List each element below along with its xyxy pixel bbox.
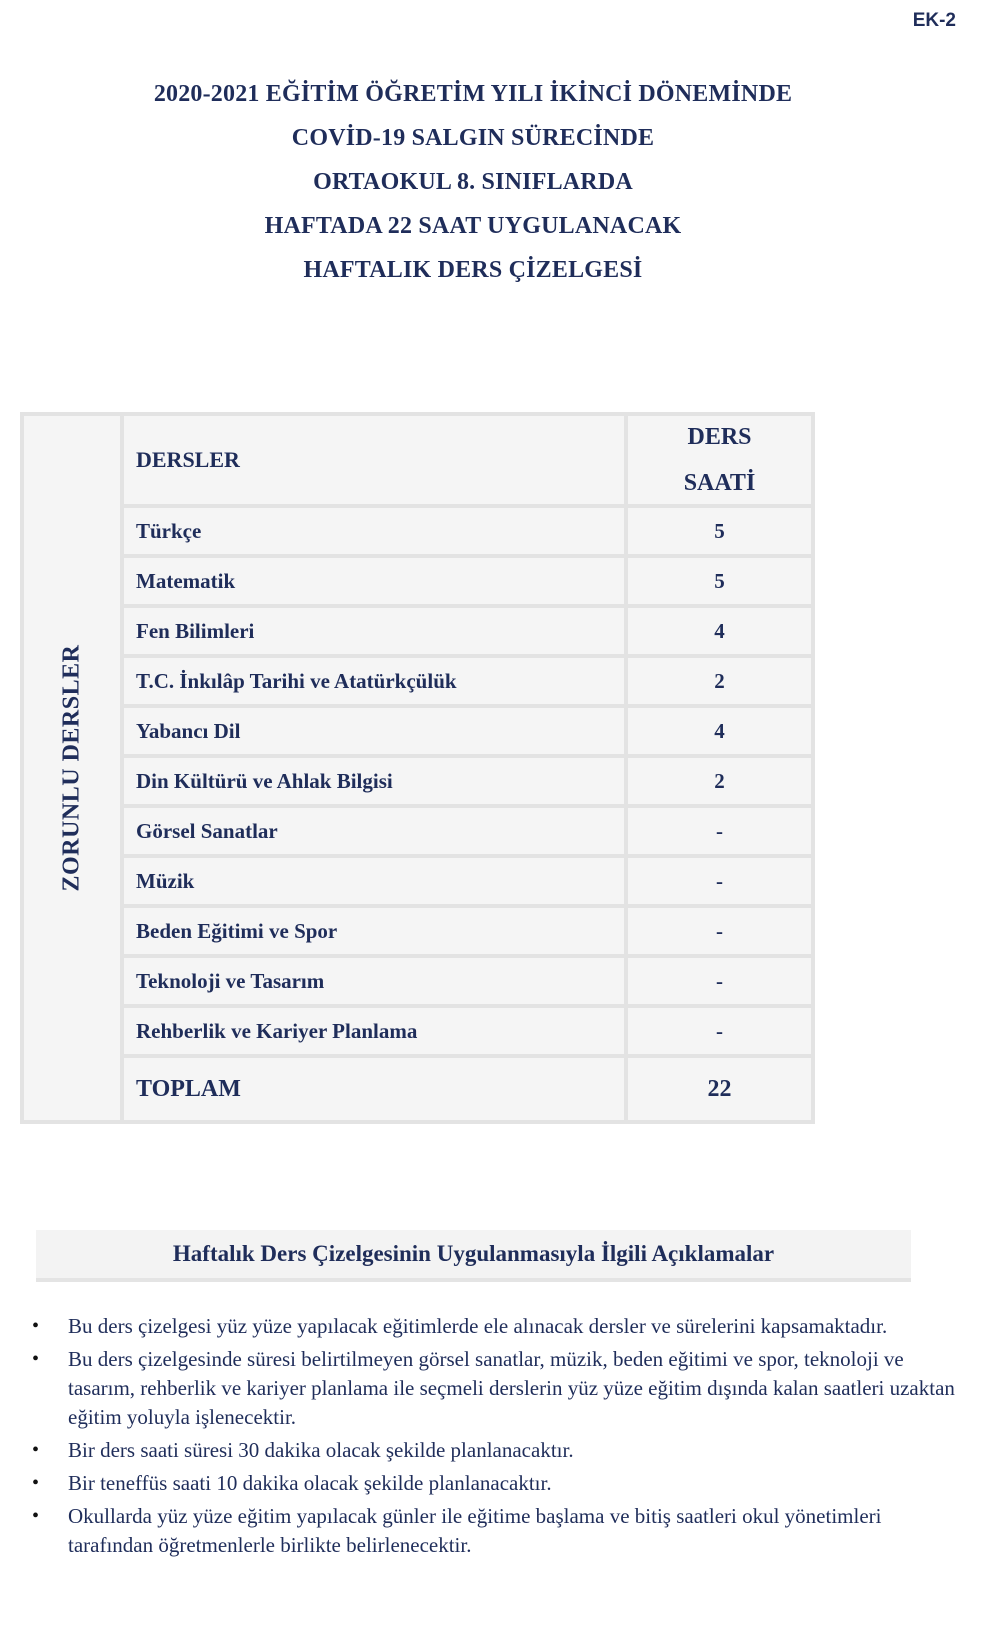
table-row bbox=[124, 858, 811, 904]
side-cell bbox=[24, 416, 120, 1120]
lesson-name: Görsel Sanatlar bbox=[124, 808, 624, 854]
lesson-hours: 2 bbox=[628, 658, 811, 704]
lesson-hours: 4 bbox=[628, 708, 811, 754]
lesson-name: Müzik bbox=[124, 858, 624, 904]
note-text: Bu ders çizelgesi yüz yüze yapılacak eğitimlerde ele alınacak dersler ve sürelerini kapsamaktadır. bbox=[68, 1314, 888, 1338]
table-row bbox=[124, 808, 811, 854]
lesson-name: Matematik bbox=[124, 558, 624, 604]
bullet-icon: • bbox=[32, 1505, 40, 1527]
total-label: TOPLAM bbox=[124, 1058, 624, 1120]
bullet-icon: • bbox=[32, 1348, 40, 1370]
table-row bbox=[124, 758, 811, 804]
document-title bbox=[0, 72, 946, 292]
lesson-hours: 4 bbox=[628, 608, 811, 654]
table-row bbox=[124, 958, 811, 1004]
lesson-hours: - bbox=[628, 808, 811, 854]
table-row bbox=[124, 508, 811, 554]
title-line: COVİD-19 SALGIN SÜRECİNDE bbox=[291, 125, 655, 151]
bullet-icon: • bbox=[32, 1472, 40, 1494]
bullet-icon: • bbox=[32, 1315, 40, 1337]
lesson-hours: 2 bbox=[628, 758, 811, 804]
title-line: 2020-2021 EĞİTİM ÖĞRETİM YILI İKİNCİ DÖNEMİNDE bbox=[153, 81, 793, 107]
lesson-name: Yabancı Dil bbox=[124, 708, 624, 754]
lesson-hours: - bbox=[628, 908, 811, 954]
lesson-name: Beden Eğitimi ve Spor bbox=[124, 908, 624, 954]
table-row bbox=[124, 908, 811, 954]
table-row bbox=[124, 708, 811, 754]
table-row bbox=[124, 608, 811, 654]
list-item bbox=[32, 1345, 962, 1432]
notes-list bbox=[32, 1312, 962, 1564]
lesson-hours: 5 bbox=[628, 558, 811, 604]
header-hours bbox=[628, 416, 811, 504]
table-row bbox=[124, 658, 811, 704]
list-item bbox=[32, 1312, 962, 1341]
bullet-icon: • bbox=[32, 1439, 40, 1461]
lesson-name: Rehberlik ve Kariyer Planlama bbox=[124, 1008, 624, 1054]
lesson-name: Fen Bilimleri bbox=[124, 608, 624, 654]
lesson-hours: - bbox=[628, 958, 811, 1004]
list-item bbox=[32, 1436, 962, 1465]
lesson-name: Din Kültürü ve Ahlak Bilgisi bbox=[124, 758, 624, 804]
table-row bbox=[124, 558, 811, 604]
lesson-name: Türkçe bbox=[124, 508, 624, 554]
title-line: HAFTALIK DERS ÇİZELGESİ bbox=[303, 257, 643, 283]
note-text: Bir ders saati süresi 30 dakika olacak şekilde planlanacaktır. bbox=[68, 1438, 574, 1462]
total-hours: 22 bbox=[628, 1058, 811, 1120]
lesson-name: T.C. İnkılâp Tarihi ve Atatürkçülük bbox=[124, 658, 624, 704]
lesson-hours: - bbox=[628, 1008, 811, 1054]
table-header-row bbox=[124, 416, 811, 504]
table-row bbox=[124, 1008, 811, 1054]
header-hours-line2: SAATİ bbox=[683, 470, 756, 496]
header-hours-line1: DERS bbox=[687, 424, 752, 450]
title-line: ORTAOKUL 8. SINIFLARDA bbox=[313, 169, 633, 195]
lesson-hours: 5 bbox=[628, 508, 811, 554]
appendix-label: EK-2 bbox=[912, 10, 956, 31]
schedule-table bbox=[20, 412, 815, 1124]
title-line: HAFTADA 22 SAAT UYGULANACAK bbox=[264, 213, 682, 239]
list-item bbox=[32, 1502, 962, 1560]
lesson-name: Teknoloji ve Tasarım bbox=[124, 958, 624, 1004]
list-item bbox=[32, 1469, 962, 1498]
note-text: Bu ders çizelgesinde süresi belirtilmeyen görsel sanatlar, müzik, beden eğitimi ve spor, teknoloji ve tasarım, rehberlik ve kariyer planlama ile seçmeli derslerin yüz yüze eğitim dışında kalan saatleri uzaktan eğitim yoluyla işlenecektir. bbox=[68, 1347, 955, 1429]
table-total-row bbox=[124, 1058, 811, 1120]
lesson-hours: - bbox=[628, 858, 811, 904]
note-text: Okullarda yüz yüze eğitim yapılacak günler ile eğitime başlama ve bitiş saatleri okul yönetimleri tarafından öğretmenlerle birlikte belirlenecektir. bbox=[68, 1504, 882, 1557]
notes-heading: Haftalık Ders Çizelgesinin Uygulanmasıyla İlgili Açıklamalar bbox=[36, 1230, 911, 1282]
note-text: Bir teneffüs saati 10 dakika olacak şekilde planlanacaktır. bbox=[68, 1471, 552, 1495]
side-label: ZORUNLU DERSLER bbox=[58, 644, 85, 892]
header-lessons: DERSLER bbox=[124, 416, 624, 504]
